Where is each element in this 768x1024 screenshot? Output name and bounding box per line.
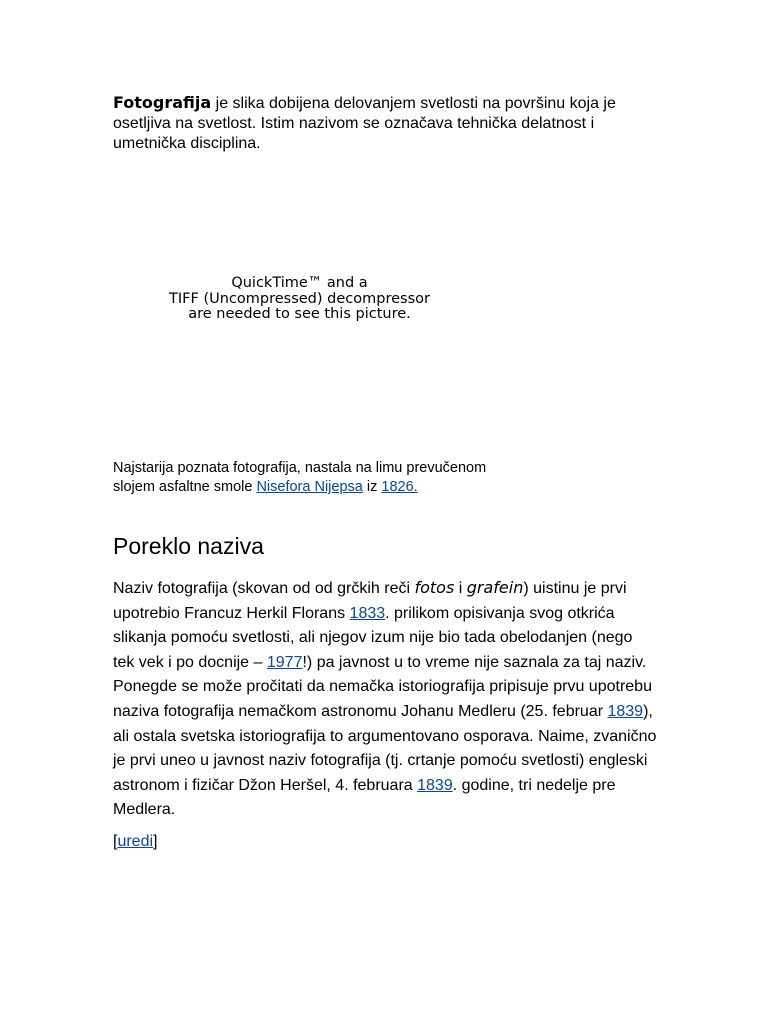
year-1833-link[interactable]: 1833	[349, 604, 386, 622]
intro-term: Fotografija	[113, 93, 212, 112]
caption-text: Najstarija poznata fotografija, nastala na limu prevučenom slojem asfaltne smole	[113, 460, 487, 495]
section-heading: Poreklo naziva	[113, 533, 264, 559]
paragraph-text: ), ali ostala svetska istoriografija to argumentovano osporava. Naime, zvanično je prvi uneo u javnost naziv fotografija (tj. crtanje pomoću svetlosti) engleski astronom i fizičar Džon Heršel, 4. februara	[113, 702, 657, 794]
bracket-close: ]	[153, 833, 158, 850]
bracket-open: [	[113, 833, 118, 850]
year-1839-link[interactable]: 1839	[417, 776, 453, 794]
missing-image-placeholder: QuickTime™ and a TIFF (Uncompressed) decompressor are needed to see this picture.	[169, 275, 430, 322]
intro-paragraph	[113, 93, 658, 154]
paragraph-text: . godine, tri nedelje pre Medlera.	[113, 776, 616, 819]
caption-middle: iz	[362, 479, 382, 495]
term-fotos: fotos	[414, 578, 455, 597]
year-1826-link[interactable]: 1826.	[381, 479, 418, 495]
edit-link[interactable]: uredi	[117, 833, 154, 850]
intro-text: je slika dobijena delovanjem svetlosti na površinu koja je osetljiva na svetlost. Istim nazivom se označava tehnička delatnost i umetnička disciplina.	[113, 95, 616, 152]
image-caption	[113, 459, 513, 497]
author-link[interactable]: Nisefora Nijepsa	[256, 479, 363, 495]
paragraph-text: ) uistinu je prvi upotrebio Francuz Herkil Florans	[113, 580, 627, 622]
edit-section	[113, 831, 157, 853]
year-1839-link[interactable]: 1839	[607, 702, 644, 720]
year-1977-link[interactable]: 1977	[266, 653, 303, 671]
term-grafein: grafein	[466, 578, 524, 597]
paragraph-text: . prilikom opisivanja svog otkrića slikanja pomoću svetlosti, ali njegov izum nije bio tada obelodanjen (nego tek vek i po docnije –	[113, 604, 633, 671]
paragraph-text: Naziv fotografija (skovan od od grčkih reči	[113, 580, 415, 597]
paragraph-text: !) pa javnost u to vreme nije saznala za taj naziv. Ponegde se može pročitati da nemačka istoriografija pripisuje prvu upotrebu naziva fotografija nemačkom astronomu Johanu Medleru (25. februar	[113, 653, 652, 720]
section-paragraph	[113, 576, 658, 823]
paragraph-text: i	[454, 580, 467, 597]
